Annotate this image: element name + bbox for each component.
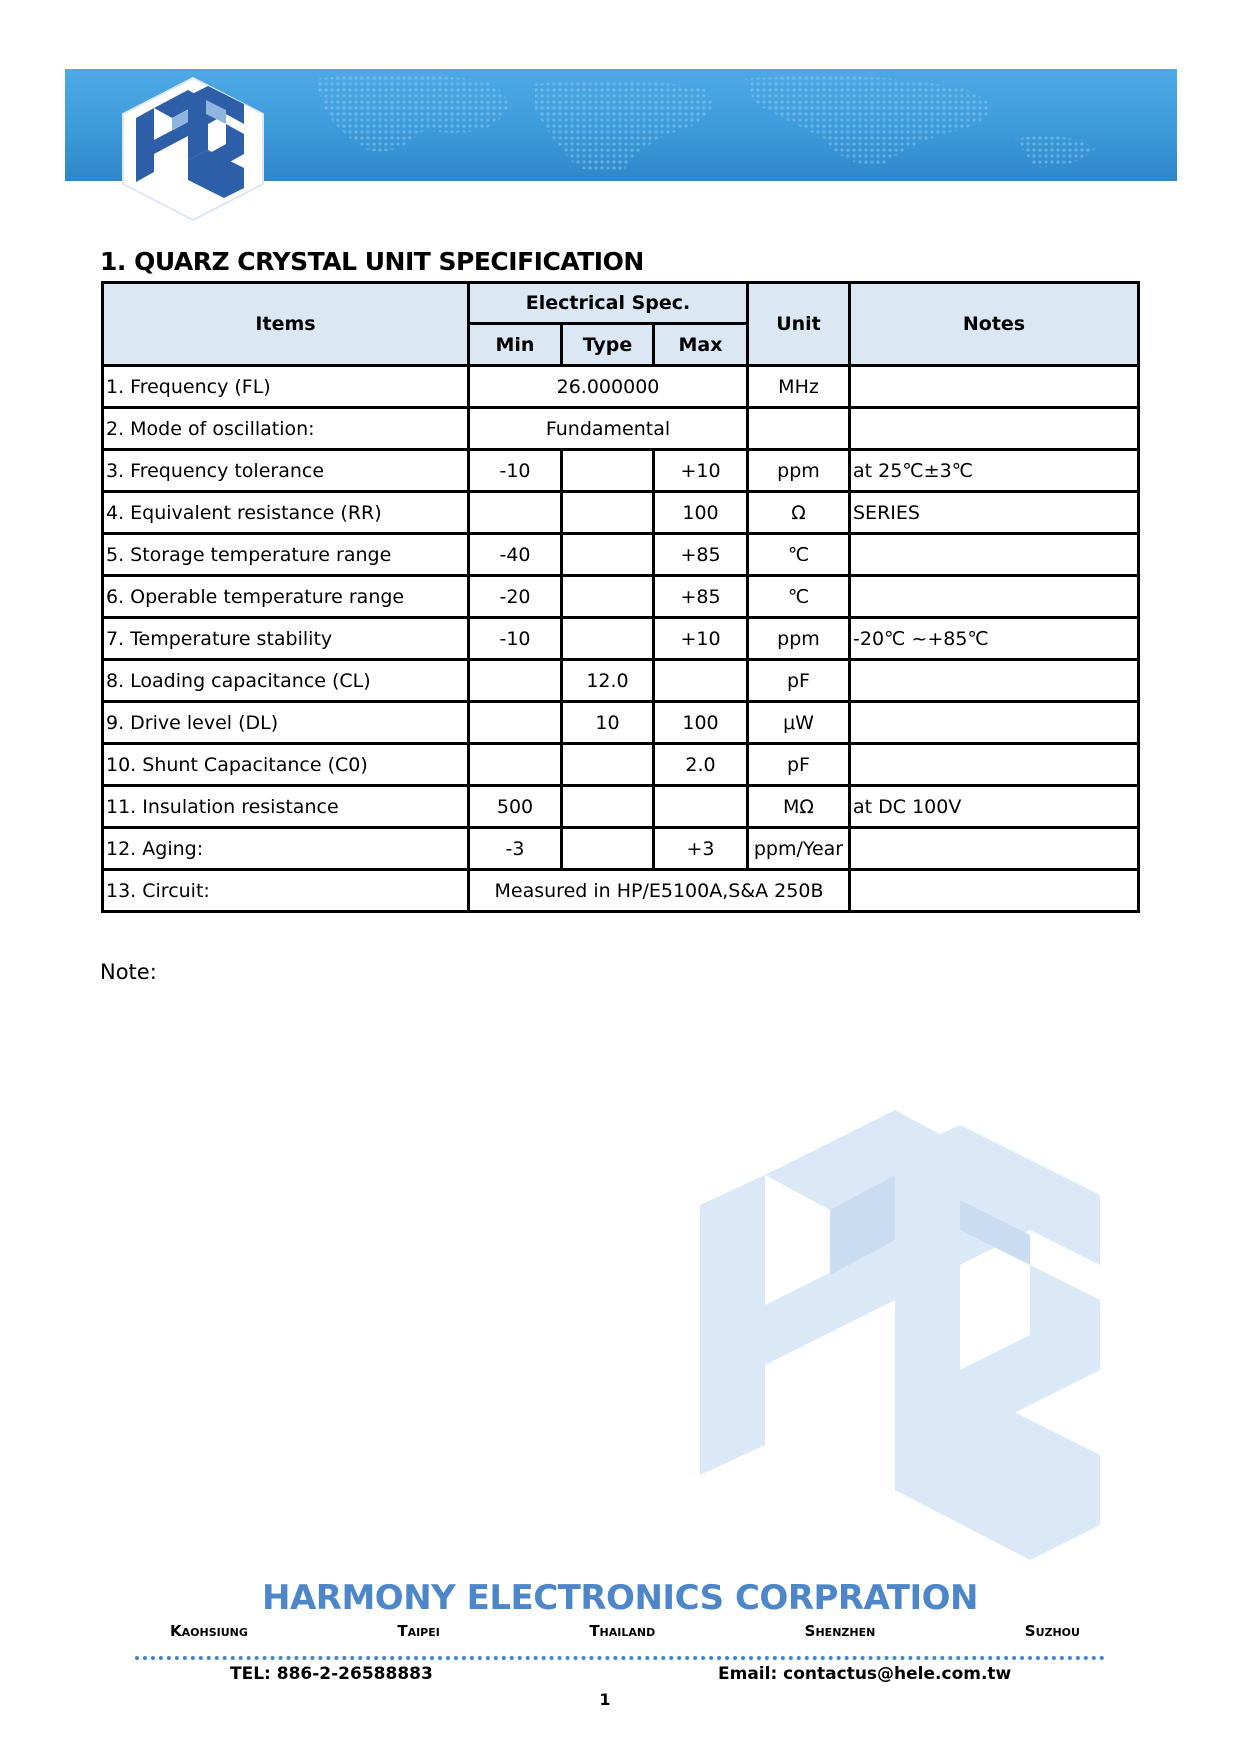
table-row [103, 744, 1139, 786]
row-merged-value: Fundamental [469, 408, 748, 450]
row-type [562, 618, 654, 660]
row-unit: MΩ [748, 786, 850, 828]
row-unit: MHz [748, 366, 850, 408]
table-row [103, 660, 1139, 702]
row-unit: pF [748, 660, 850, 702]
row-max: +3 [654, 828, 748, 870]
office-locations [130, 1622, 1120, 1640]
row-max: 2.0 [654, 744, 748, 786]
hele-logo [118, 76, 268, 222]
row-min: -20 [469, 576, 562, 618]
row-notes: at 25℃±3℃ [850, 450, 1139, 492]
row-type [562, 744, 654, 786]
row-min [469, 744, 562, 786]
row-type [562, 786, 654, 828]
dotted-divider [135, 1656, 1105, 1660]
row-item: 10. Shunt Capacitance (C0) [103, 744, 469, 786]
row-type [562, 450, 654, 492]
city-label: Taipei [397, 1622, 440, 1640]
row-min: -3 [469, 828, 562, 870]
row-min [469, 702, 562, 744]
row-notes [850, 366, 1139, 408]
table-row [103, 828, 1139, 870]
row-item: 2. Mode of oscillation: [103, 408, 469, 450]
specification-table [101, 281, 1140, 913]
city-label: Kaohsiung [170, 1622, 248, 1640]
row-item: 4. Equivalent resistance (RR) [103, 492, 469, 534]
row-type: 10 [562, 702, 654, 744]
row-item: 13. Circuit: [103, 870, 469, 912]
row-item: 12. Aging: [103, 828, 469, 870]
row-max: +10 [654, 450, 748, 492]
row-max: +10 [654, 618, 748, 660]
row-notes [850, 828, 1139, 870]
row-unit: ℃ [748, 534, 850, 576]
table-row [103, 576, 1139, 618]
row-notes [850, 660, 1139, 702]
city-label: Thailand [589, 1622, 656, 1640]
row-item: 7. Temperature stability [103, 618, 469, 660]
header-electrical-spec: Electrical Spec. [469, 283, 748, 324]
city-label: Suzhou [1024, 1622, 1080, 1640]
header-type: Type [562, 324, 654, 366]
page-number: 1 [599, 1690, 611, 1709]
row-type [562, 492, 654, 534]
row-unit: μW [748, 702, 850, 744]
contact-telephone: TEL: 886-2-26588883 [230, 1664, 433, 1684]
city-label: Shenzhen [804, 1622, 876, 1640]
row-type [562, 534, 654, 576]
page-title: 1. QUARZ CRYSTAL UNIT SPECIFICATION [100, 247, 644, 276]
header-notes: Notes [850, 283, 1139, 366]
watermark-logo [680, 1095, 1150, 1575]
row-max: 100 [654, 492, 748, 534]
table-row [103, 408, 1139, 450]
row-item: 1. Frequency (FL) [103, 366, 469, 408]
row-notes [850, 744, 1139, 786]
row-min: -10 [469, 618, 562, 660]
row-max: +85 [654, 534, 748, 576]
row-max: +85 [654, 576, 748, 618]
table-row [103, 534, 1139, 576]
header-min: Min [469, 324, 562, 366]
row-unit: ppm/Year [748, 828, 850, 870]
row-type [562, 576, 654, 618]
row-item: 8. Loading capacitance (CL) [103, 660, 469, 702]
table-row [103, 450, 1139, 492]
row-unit: Ω [748, 492, 850, 534]
row-notes [850, 870, 1139, 912]
row-item: 9. Drive level (DL) [103, 702, 469, 744]
row-min: -10 [469, 450, 562, 492]
table-row [103, 366, 1139, 408]
table-row [103, 618, 1139, 660]
row-notes [850, 576, 1139, 618]
row-notes: SERIES [850, 492, 1139, 534]
row-min: 500 [469, 786, 562, 828]
table-row [103, 702, 1139, 744]
row-unit: ppm [748, 618, 850, 660]
row-item: 6. Operable temperature range [103, 576, 469, 618]
row-unit: ppm [748, 450, 850, 492]
row-unit [748, 408, 850, 450]
row-notes: -20℃ ~+85℃ [850, 618, 1139, 660]
row-max: 100 [654, 702, 748, 744]
contact-email: Email: contactus@hele.com.tw [718, 1664, 1012, 1684]
header-max: Max [654, 324, 748, 366]
table-row [103, 786, 1139, 828]
row-notes [850, 702, 1139, 744]
row-item: 5. Storage temperature range [103, 534, 469, 576]
row-unit: ℃ [748, 576, 850, 618]
row-merged-value: 26.000000 [469, 366, 748, 408]
row-merged-value: Measured in HP/E5100A,S&A 250B [469, 870, 850, 912]
row-notes: at DC 100V [850, 786, 1139, 828]
row-min: -40 [469, 534, 562, 576]
table-row [103, 870, 1139, 912]
row-notes [850, 534, 1139, 576]
header-unit: Unit [748, 283, 850, 366]
row-item: 11. Insulation resistance [103, 786, 469, 828]
header-items: Items [103, 283, 469, 366]
row-type: 12.0 [562, 660, 654, 702]
row-item: 3. Frequency tolerance [103, 450, 469, 492]
row-type [562, 828, 654, 870]
company-name: HARMONY ELECTRONICS CORPRATION [262, 1578, 978, 1618]
row-min [469, 660, 562, 702]
row-max [654, 660, 748, 702]
row-unit: pF [748, 744, 850, 786]
row-max [654, 786, 748, 828]
table-row [103, 492, 1139, 534]
row-min [469, 492, 562, 534]
note-label: Note: [100, 960, 157, 984]
row-notes [850, 408, 1139, 450]
